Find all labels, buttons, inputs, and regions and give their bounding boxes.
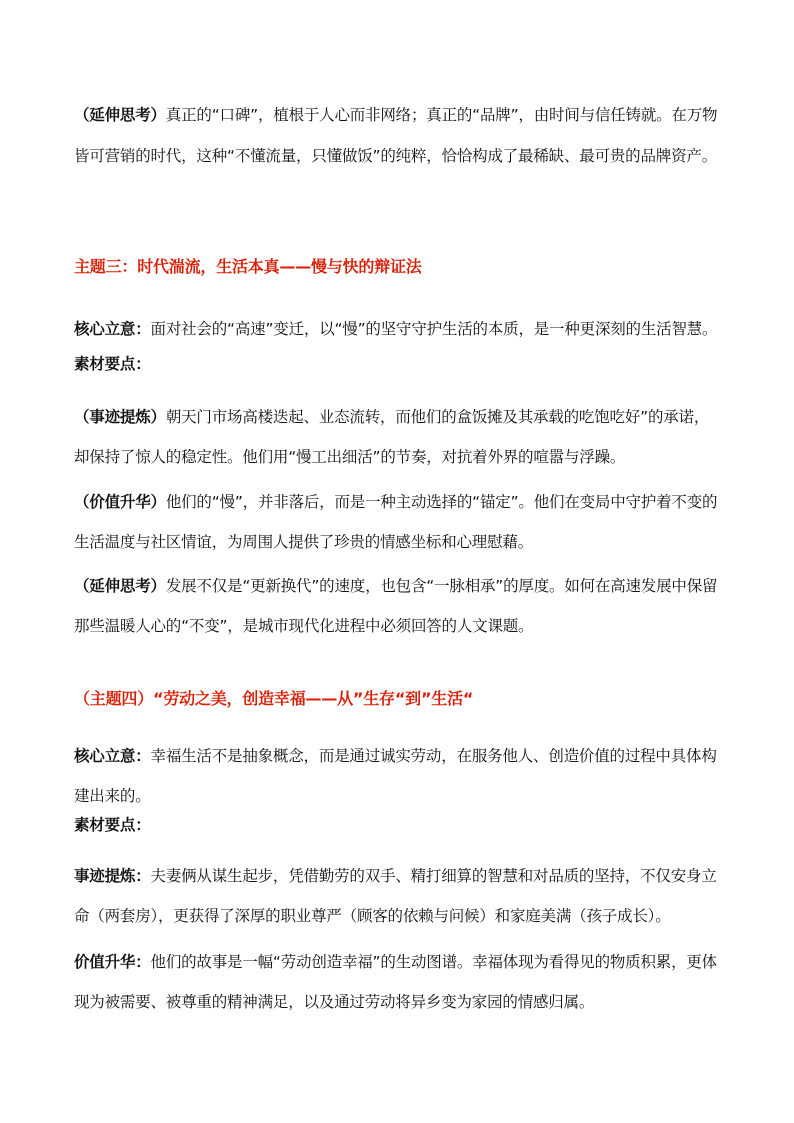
extension-thinking-paragraph <box>74 95 724 177</box>
theme-three-materials-label: 素材要点： <box>74 355 151 373</box>
theme-four-core-text: 幸福生活不是抽象概念，而是通过诚实劳动，在服务他人、创造价值的过程中具体构建出来的。 <box>74 747 717 805</box>
theme-four-value-label: 价值升华： <box>74 953 151 971</box>
theme-three-core <box>74 314 724 344</box>
theme-three-value <box>74 482 724 562</box>
theme-four-value-text: 他们的故事是一幅“劳动创造幸福”的生动图谱。幸福体现为看得见的物质积累，更体现为被需要、被尊重的精神满足，以及通过劳动将异乡变为家园的情感归属。 <box>74 953 717 1011</box>
theme-four-core-label: 核心立意： <box>74 747 151 765</box>
theme-three-deeds <box>74 397 724 477</box>
theme-four-core <box>74 736 724 816</box>
theme-three-value-label: （价值升华） <box>74 493 166 511</box>
theme-three-extension <box>74 566 724 646</box>
theme-three-title: 主题三：时代湍流，生活本真——慢与快的辩证法 <box>74 257 422 276</box>
theme-three-deeds-text: 朝天门市场高楼迭起、业态流转，而他们的盒饭摊及其承载的吃饱吃好”的承诺，却保持了惊人的稳定性。他们用“慢工出细活”的节奏，对抗着外界的喧嚣与浮躁。 <box>74 408 710 466</box>
theme-four-title: （主题四）“劳动之美，创造幸福——从”生存“到”生活“ <box>74 689 474 708</box>
extension-thinking-label: （延伸思考） <box>74 106 166 124</box>
theme-three-value-text: 他们的“慢”，并非落后，而是一种主动选择的“锚定”。他们在变局中守护着不变的生活温度与社区情谊，为周围人提供了珍贵的情感坐标和心理慰藉。 <box>74 493 718 551</box>
theme-three-deeds-label: （事迹提炼） <box>74 408 166 426</box>
theme-three-core-label: 核心立意： <box>74 320 151 338</box>
theme-three-extension-label: （延伸思考） <box>74 577 166 595</box>
extension-thinking-text: 真正的“口碑”，植根于人心而非网络；真正的“品牌”，由时间与信任铸就。在万物皆可营销的时代，这种“不懂流量，只懂做饭”的纯粹，恰恰构成了最稀缺、最可贵的品牌资产。 <box>74 106 718 165</box>
theme-four-deeds-text: 夫妻俩从谋生起步，凭借勤劳的双手、精打细算的智慧和对品质的坚持，不仅安身立命（两套房），更获得了深厚的职业尊严（顾客的依赖与问候）和家庭美满（孩子成长）。 <box>74 867 717 925</box>
theme-four-value <box>74 942 724 1022</box>
theme-four-materials-label: 素材要点： <box>74 816 151 834</box>
theme-three-core-text: 面对社会的“高速”变迁，以“慢”的坚守守护生活的本质，是一种更深刻的生活智慧。 <box>150 320 718 338</box>
theme-four-deeds <box>74 856 724 936</box>
theme-four-deeds-label: 事迹提炼： <box>74 867 151 885</box>
theme-three-extension-text: 发展不仅是“更新换代”的速度，也包含“一脉相承”的厚度。如何在高速发展中保留那些温暖人心的“不变”，是城市现代化进程中必须回答的人文课题。 <box>74 577 718 635</box>
